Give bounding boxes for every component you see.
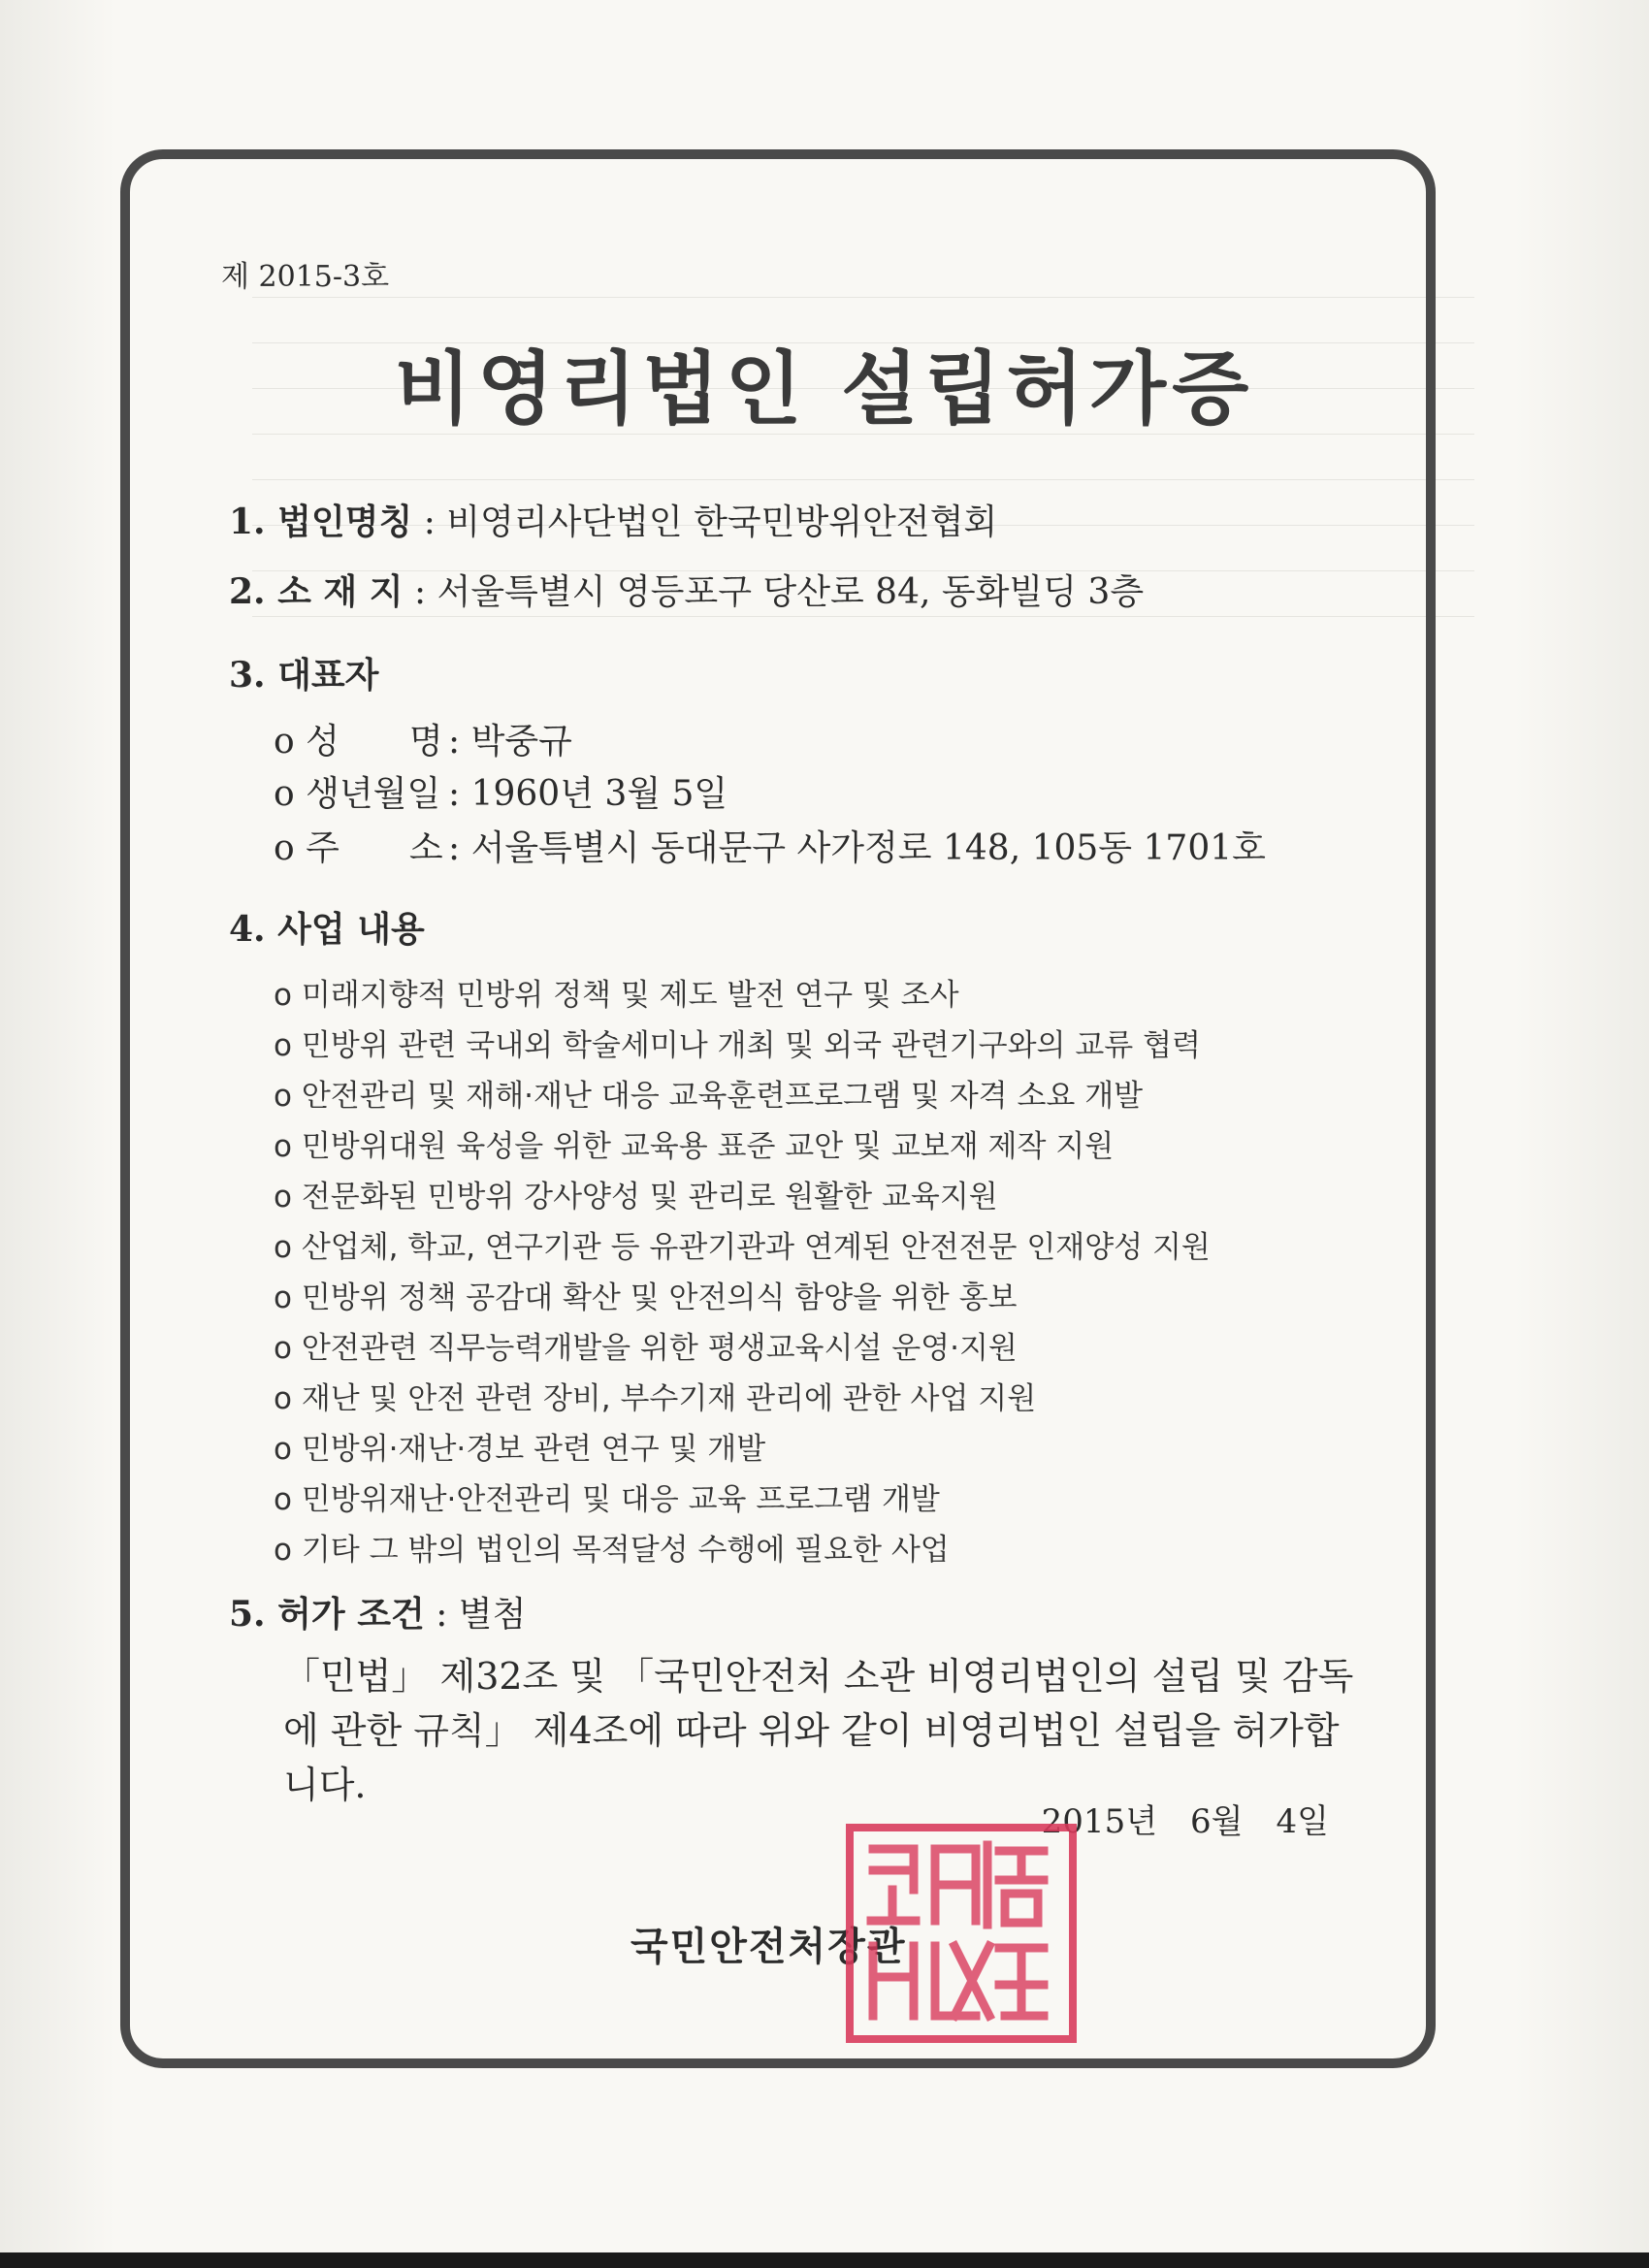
rep-field-value: : 서울특별시 동대문구 사가정로 148, 105동 1701호 bbox=[448, 828, 1266, 868]
official-seal-stamp bbox=[846, 1824, 1077, 2043]
seal-glyph-pattern bbox=[854, 1831, 1069, 2035]
issue-date: 2015년 6월 4일 bbox=[1041, 1802, 1329, 1841]
section-label: 3. 대표자 bbox=[229, 655, 379, 696]
approval-statement: 「민법」 제32조 및 「국민안전처 소관 비영리법인의 설립 및 감독에 관한 규칙」 제4조에 따라 위와 같이 비영리법인 설립을 허가합니다. bbox=[283, 1655, 1354, 1806]
rep-name-row bbox=[274, 714, 572, 763]
business-item: o 안전관련 직무능력개발을 위한 평생교육시설 운영·지원 bbox=[274, 1331, 1018, 1366]
rep-birthdate-row bbox=[274, 766, 728, 816]
rep-address-row bbox=[274, 821, 1266, 870]
location-value: : 서울특별시 영등포구 당산로 84, 동화빌딩 3층 bbox=[413, 572, 1145, 612]
business-item: o 전문화된 민방위 강사양성 및 관리로 원활한 교육지원 bbox=[274, 1180, 998, 1215]
permit-conditions-value: : 별첨 bbox=[436, 1595, 527, 1635]
section-permit-conditions bbox=[229, 1587, 526, 1636]
issuer-name: 국민안전처장관 bbox=[630, 1924, 907, 1969]
corporation-name-value: : 비영리사단법인 한국민방위안전협회 bbox=[423, 502, 998, 542]
section-location bbox=[229, 565, 1144, 614]
business-item: o 민방위재난·안전관리 및 대응 교육 프로그램 개발 bbox=[274, 1482, 940, 1517]
section-representative bbox=[229, 648, 378, 697]
business-item: o 민방위대원 육성을 위한 교육용 표준 교안 및 교보재 제작 지원 bbox=[274, 1129, 1115, 1164]
section-corporation-name bbox=[229, 495, 997, 544]
business-item: o 기타 그 밖의 법인의 목적달성 수행에 필요한 사업 bbox=[274, 1533, 950, 1568]
business-item: o 산업체, 학교, 연구기관 등 유관기관과 연계된 안전전문 인재양성 지원 bbox=[274, 1230, 1211, 1265]
certificate-title: 비영리법인 설립허가증 bbox=[394, 342, 1255, 436]
business-item: o 민방위 정책 공감대 확산 및 안전의식 함양을 위한 홍보 bbox=[274, 1280, 1018, 1315]
rep-field-value: : 1960년 3월 5일 bbox=[448, 774, 728, 814]
business-item: o 미래지향적 민방위 정책 및 제도 발전 연구 및 조사 bbox=[274, 978, 959, 1013]
scan-edge bbox=[0, 2252, 1649, 2268]
rep-field-key: o 주 소 bbox=[274, 828, 443, 868]
document-number: 제 2015-3호 bbox=[221, 260, 390, 294]
rep-field-key: o 성 명 bbox=[274, 722, 443, 761]
section-label: 2. 소 재 지 bbox=[229, 571, 404, 612]
section-label: 5. 허가 조건 bbox=[229, 1594, 425, 1635]
business-item: o 민방위·재난·경보 관련 연구 및 개발 bbox=[274, 1432, 766, 1467]
business-item: o 민방위 관련 국내외 학술세미나 개최 및 외국 관련기구와의 교류 협력 bbox=[274, 1028, 1201, 1063]
business-item: o 안전관리 및 재해·재난 대응 교육훈련프로그램 및 자격 소요 개발 bbox=[274, 1079, 1144, 1114]
rep-field-key: o 생년월일 bbox=[274, 774, 441, 814]
section-label: 4. 사업 내용 bbox=[229, 909, 425, 950]
section-label: 1. 법인명칭 bbox=[229, 502, 413, 542]
rep-field-value: : 박중규 bbox=[448, 722, 572, 761]
business-item: o 재난 및 안전 관련 장비, 부수기재 관리에 관한 사업 지원 bbox=[274, 1381, 1037, 1416]
section-business bbox=[229, 902, 425, 952]
